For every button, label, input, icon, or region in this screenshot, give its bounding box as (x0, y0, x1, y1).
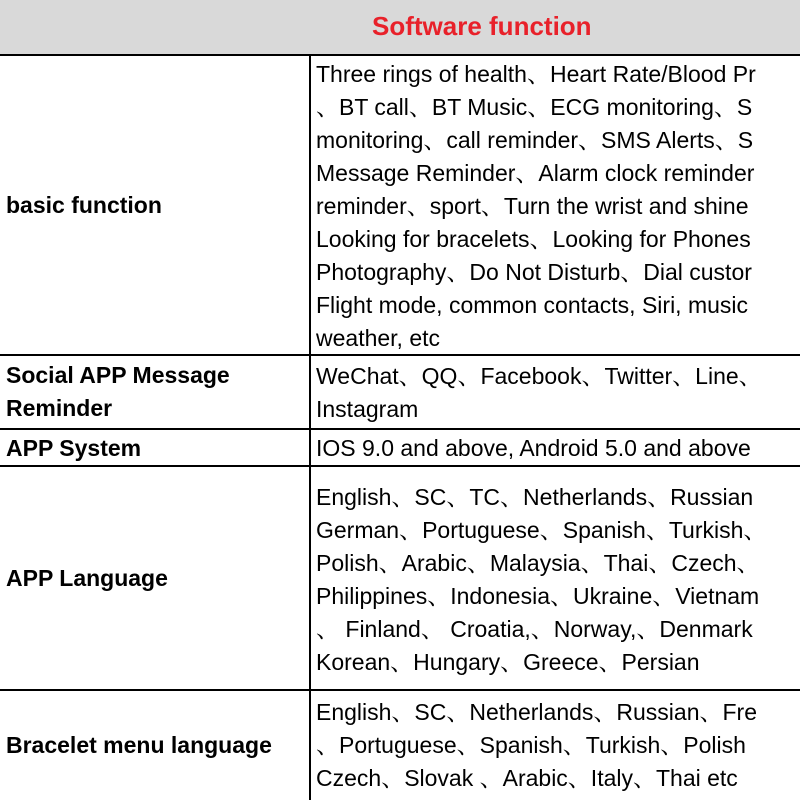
row-label-app-system: APP System (6, 434, 142, 461)
table-header (0, 0, 800, 56)
header-title: Software function (372, 11, 592, 41)
row-value-bracelet-language: English、SC、Netherlands、Russian、Fre 、Portuguese、Spanish、Turkish、Polish Czech、Slovak 、Arabic、Italy、Thai etc (316, 699, 757, 791)
row-label-basic-function: basic function (6, 191, 162, 218)
column-divider (309, 56, 311, 800)
row-value-app-system: IOS 9.0 and above, Android 5.0 and above (316, 435, 751, 461)
row-value-basic-function: Three rings of health、Heart Rate/Blood Pr 、BT call、BT Music、ECG monitoring、S monitoring、call reminder、SMS Alerts、S Message Reminder、Alarm clock reminder reminder、sport、Turn the wrist and shine Looking for bracelets、Looking for Phones Photography、Do Not Disturb、Dial custor Flight mode, common contacts, Siri, music weather, etc (316, 61, 756, 351)
row-label-social-app: Social APP Message Reminder (6, 362, 230, 421)
row-value-social-app: WeChat、QQ、Facebook、Twitter、Line、 Instagram (316, 363, 762, 422)
row-label-app-language: APP Language (6, 564, 168, 591)
row-value-app-language: English、SC、TC、Netherlands、Russian German、Portuguese、Spanish、Turkish、 Polish、Arabic、Malaysia、Thai、Czech、 Philippines、Indonesia、Ukraine、Vietnam 、 Finland、 Croatia,、Norway,、Denmark Korean、Hungary、Greece、Persian (316, 484, 767, 675)
row-label-bracelet-language: Bracelet menu language (6, 732, 272, 758)
